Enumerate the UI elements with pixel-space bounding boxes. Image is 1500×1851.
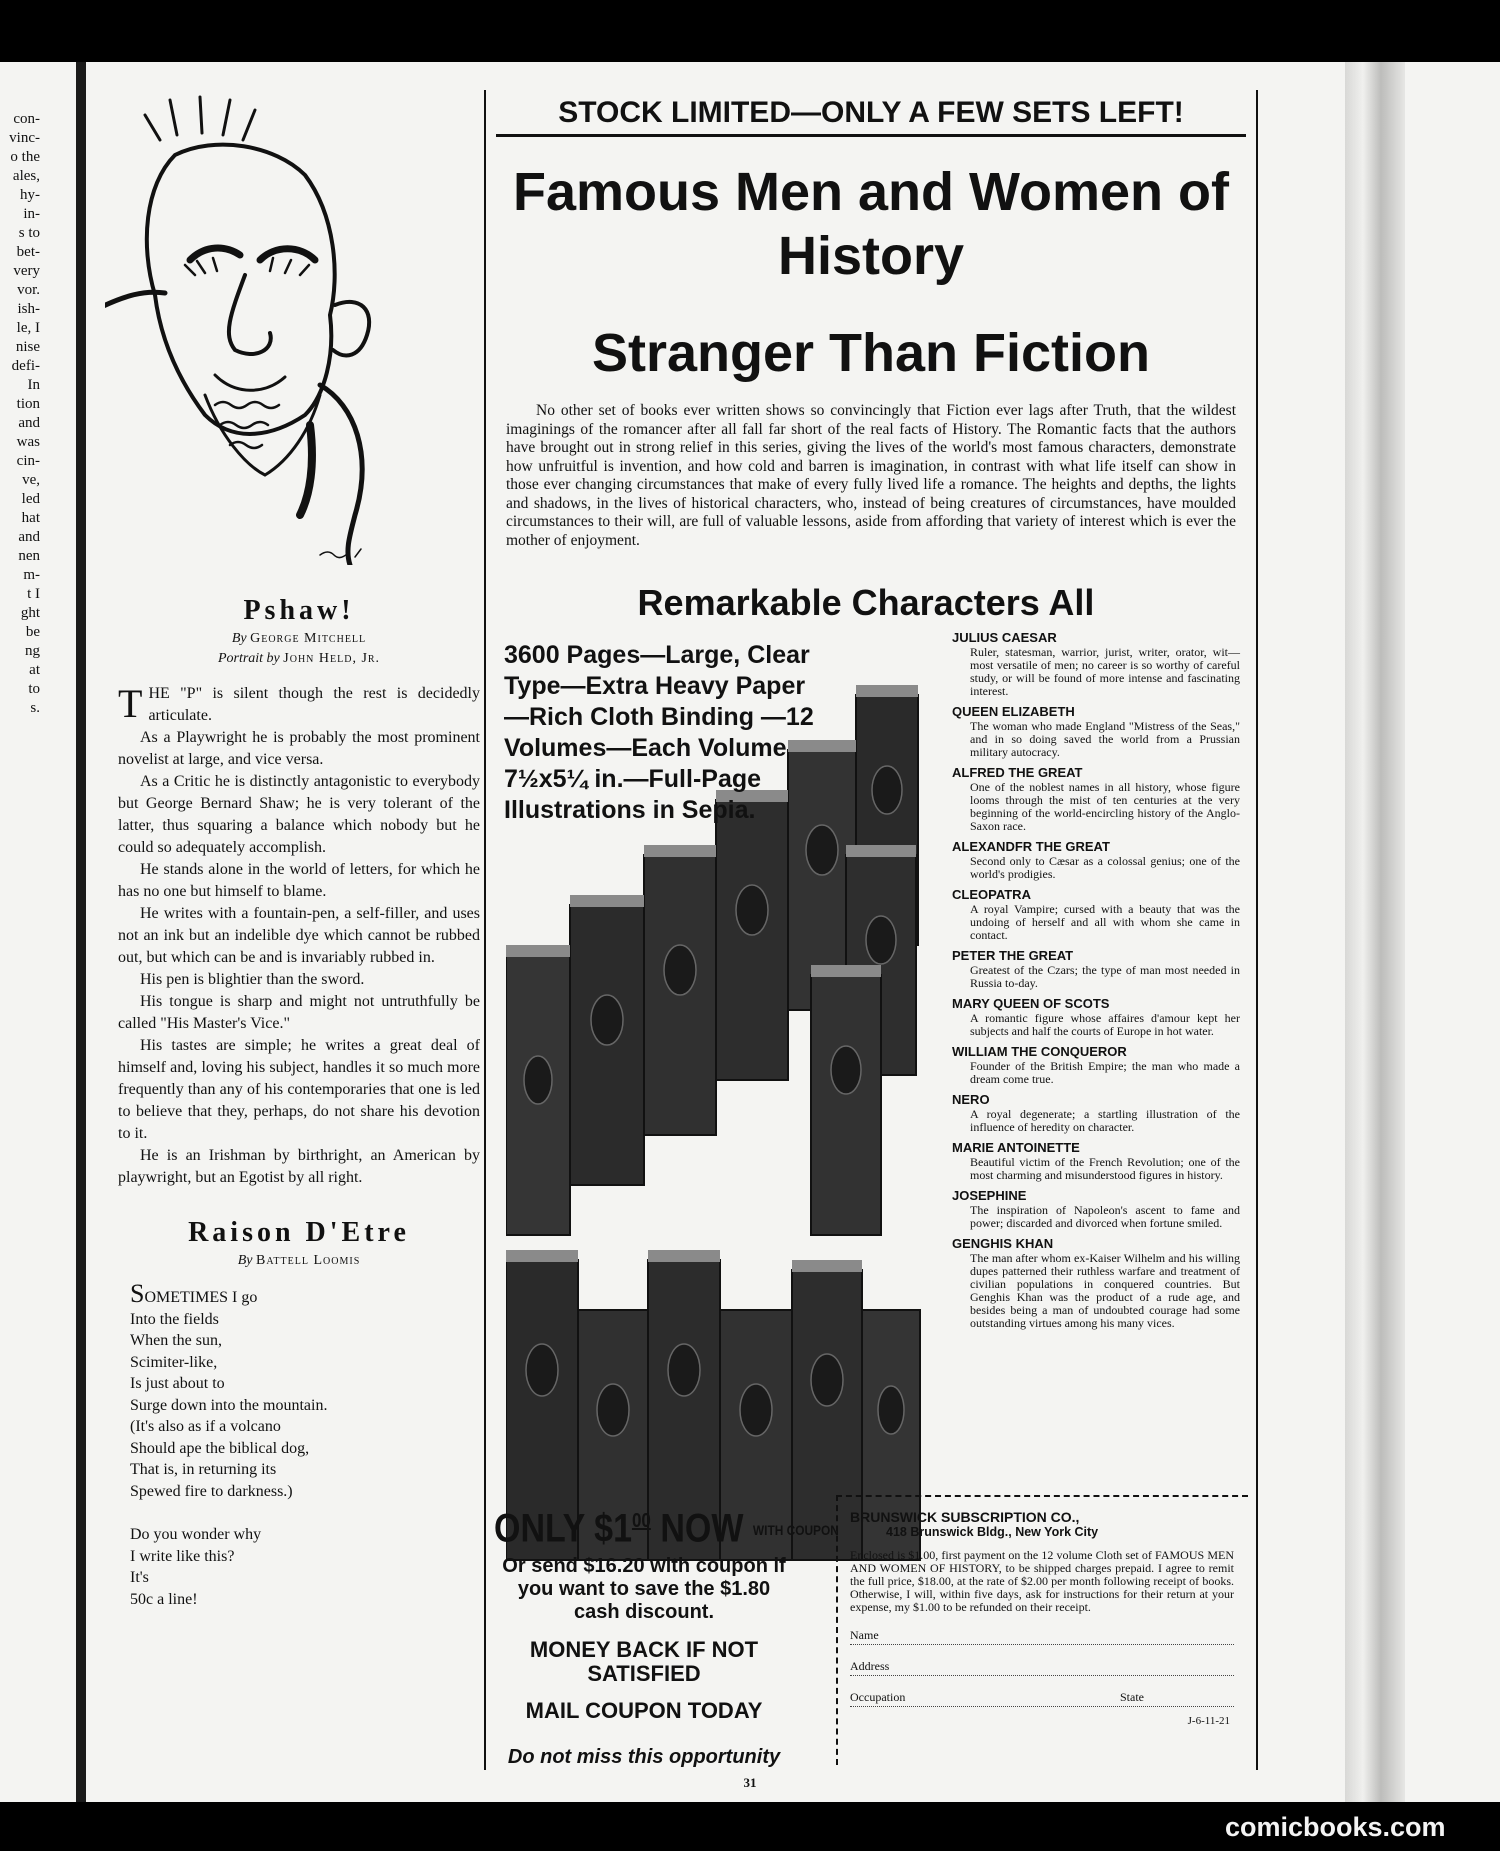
occupation-label: Occupation	[850, 1690, 906, 1704]
article-paragraph: His tastes are simple; he writes a great deal of himself and, loving his subject, handles it so much more frequently than any of his contemporaries that one is led to believe that they, perhaps, do not share his devotion to it.	[118, 1037, 480, 1142]
paragraph-text: HE "P" is silent though the rest is decidedly articulate.	[148, 685, 480, 724]
fragment-line: In	[27, 377, 40, 393]
article-paragraph: He writes with a fountain-pen, a self-filler, and uses not an ink but an indelible dye which cannot be rubbed out, but which can be and is invariably rubbed in.	[118, 905, 480, 966]
fragment-line: s to	[18, 225, 40, 241]
character-description: A romantic figure whose affaires d'amour kept her subjects and half the courts of Europe in hot water.	[970, 1011, 1240, 1038]
fragment-line: vinc-	[9, 130, 40, 146]
price-dollars: ONLY $1	[494, 1506, 632, 1551]
poem-line: (It's also as if a volcano	[130, 1418, 281, 1435]
character-entry	[952, 839, 1240, 881]
ad-intro: No other set of books ever written shows so convincingly that Fiction ever lags after Truth, that the wildest imaginings of the romancer after all fall far short of the real facts of History. The Romantic facts that the authors have brought out in strong relief in this series, giving the lives of the world's most famous characters, demonstrate how unfruitful is invention, and how cold and barren is imagination, in contrast with what life itself can show in those ever changing circumstances that make of every fully lived life a romance. The heights and depths, the lights and shadows, in the lives of historical characters, who, instead of being creatures of circumstances, have moulded circumstances to their will, are full of valuable lessons, aside from affording that variety of interest which is ever the mother of enjoyment.	[506, 402, 1236, 549]
article-paragraph: As a Critic he is distinctly antagonistic to everybody but George Bernard Shaw; he is very tolerant of the latter, thus squaring a balance which nobody but he could so adequately accomplish.	[118, 773, 480, 856]
poem-line: It's	[130, 1569, 149, 1586]
poem-line: 50c a line!	[130, 1590, 198, 1608]
book-advertisement	[484, 90, 1258, 1770]
poem-byline	[118, 1253, 480, 1269]
article-paragraph: His tongue is sharp and might not untruthfully be called "His Master's Vice."	[118, 993, 480, 1032]
site-watermark: comicbooks.com	[1225, 1812, 1446, 1842]
character-entry	[952, 1092, 1240, 1134]
poem-line: Do you wonder why	[130, 1526, 262, 1543]
name-label: Name	[850, 1628, 879, 1642]
character-name: PETER THE GREAT	[952, 948, 1074, 963]
with-coupon-label: WITH COUPON	[752, 1522, 839, 1539]
article-author: George Mitchell	[250, 631, 367, 646]
character-description: The man after whom ex-Kaiser Wilhelm and his willing dupes patterned their ruthless warfare and treatment of civilian populations in conquered countries. But Genghis Khan was the product of a rude age, and besides being a man of undoubted courage had some outstanding virtues among his many vices.	[970, 1251, 1240, 1330]
price-now: NOW	[660, 1506, 744, 1551]
character-name: WILLIAM THE CONQUEROR	[952, 1044, 1127, 1059]
page-number: 31	[743, 1775, 757, 1790]
character-entry	[952, 1236, 1240, 1330]
drop-cap: T	[118, 681, 143, 726]
fragment-line: ish-	[17, 301, 40, 317]
offer-box	[494, 1498, 839, 1769]
ad-subheadline: Stranger Than Fiction	[591, 323, 1151, 383]
drop-cap: S	[130, 1279, 145, 1308]
fragment-line: hat	[21, 510, 40, 526]
fragment-line: defi-	[11, 358, 40, 374]
character-entry	[952, 887, 1240, 942]
coupon-company: BRUNSWICK SUBSCRIPTION CO.,	[850, 1509, 1080, 1525]
poem-line: Scimiter-like,	[130, 1353, 218, 1371]
poem-line: When the sun,	[130, 1332, 222, 1349]
fragment-line: ght	[20, 605, 40, 621]
portrait-credit	[118, 651, 480, 667]
fragment-line: and	[18, 415, 40, 431]
character-description: A royal Vampire; cursed with a beauty that was the undoing of herself and all with whom she came in contact.	[970, 902, 1240, 942]
page-gutter	[76, 62, 86, 1802]
character-name: JULIUS CAESAR	[952, 630, 1057, 645]
fragment-line: bet-	[16, 244, 40, 260]
character-name: MARIE ANTOINETTE	[952, 1140, 1080, 1155]
character-name: GENGHIS KHAN	[952, 1236, 1054, 1251]
ad-banner: STOCK LIMITED—ONLY A FEW SETS LEFT!	[496, 96, 1246, 137]
fragment-line: and	[18, 529, 40, 545]
price-cents: 00	[631, 1510, 651, 1532]
poem-line: Spewed fire to darkness.)	[130, 1482, 293, 1500]
article-title: Pshaw!	[243, 595, 355, 626]
poem-title: Raison D'Etre	[188, 1217, 410, 1248]
character-description: The inspiration of Napoleon's ascent to fame and power; discarded and divorced when fortune smiled.	[970, 1203, 1240, 1230]
fragment-line: ales,	[12, 168, 40, 184]
article-paragraph: His pen is blightier than the sword.	[140, 971, 365, 988]
dont-miss-callout: Do not miss this opportunity	[507, 1746, 781, 1769]
fragment-line: m-	[23, 567, 40, 583]
poem-line: That is, in returning its	[130, 1461, 277, 1478]
character-name: MARY QUEEN OF SCOTS	[952, 996, 1110, 1011]
article-paragraph: He stands alone in the world of letters, for which he has no one but himself to blame.	[118, 861, 480, 900]
fragment-line: hy-	[20, 187, 40, 203]
poem-line: I write like this?	[130, 1547, 235, 1565]
fragment-line: con-	[13, 111, 40, 127]
fragment-line: tion	[16, 396, 40, 412]
fragment-line: be	[25, 624, 40, 640]
fragment-line: in-	[23, 206, 40, 222]
address-label: Address	[850, 1659, 890, 1673]
pshaw-article	[118, 595, 480, 1610]
poem-body	[130, 1279, 480, 1610]
poem-author: Battell Loomis	[255, 1253, 361, 1268]
state-label: State	[1120, 1690, 1144, 1704]
character-entry	[952, 1044, 1240, 1086]
poem-line: Should ape the biblical dog,	[130, 1439, 310, 1457]
previous-page-fragment	[0, 110, 40, 718]
character-name: JOSEPHINE	[952, 1188, 1027, 1203]
fragment-line: nen	[18, 548, 40, 564]
coupon-name-field[interactable]	[850, 1628, 1234, 1645]
cash-alternative: Or send $16.20 with coupon if you want to save the $1.80 cash discount.	[502, 1555, 786, 1624]
character-name: CLEOPATRA	[952, 887, 1031, 902]
fragment-line: at	[29, 662, 40, 678]
character-list	[952, 630, 1240, 1336]
character-description: The woman who made England "Mistress of the Seas," and in so doing saved the world from a Prussian military autocracy.	[970, 719, 1240, 759]
article-paragraph: As a Playwright he is probably the most prominent novelist at large, and vice versa.	[118, 729, 480, 768]
character-description: Beautiful victim of the French Revolution; one of the most charming and misunderstood figures in history.	[970, 1155, 1240, 1182]
fragment-line: le, I	[16, 320, 40, 336]
character-name: NERO	[952, 1092, 990, 1107]
article-body	[118, 683, 480, 1189]
character-entry	[952, 1188, 1240, 1230]
character-description: Ruler, statesman, warrior, jurist, writer, orator, wit—most versatile of men; no career is so worthy of careful study, or will be found of more intense and fascinating interest.	[970, 645, 1240, 698]
character-name: ALFRED THE GREAT	[952, 765, 1083, 780]
coupon-code: J-6-11-21	[1187, 1715, 1230, 1727]
fragment-line: led	[21, 491, 40, 507]
mail-coupon-callout: MAIL COUPON TODAY	[525, 1698, 763, 1724]
money-back-guarantee: MONEY BACK IF NOT SATISFIED	[529, 1637, 759, 1687]
portrait-artist: John Held, Jr.	[283, 651, 381, 666]
fragment-line: very	[13, 263, 40, 279]
coupon-address: 418 Brunswick Bldg., New York City	[886, 1525, 1099, 1539]
fragment-line: o the	[10, 149, 40, 165]
character-name: ALEXANDFR THE GREAT	[952, 839, 1110, 854]
article-byline	[118, 631, 480, 647]
character-name: QUEEN ELIZABETH	[952, 704, 1075, 719]
byline-prefix: By	[231, 631, 247, 646]
poem-line-text: OMETIMES I go	[144, 1289, 258, 1306]
caricature-portrait	[105, 95, 405, 565]
article-paragraph	[118, 683, 480, 727]
fragment-line: ng	[25, 643, 40, 659]
article-paragraph: He is an Irishman by birthright, an American by playwright, but an Egotist by all right.	[118, 1147, 480, 1186]
ad-headline: Famous Men and Women of History	[512, 162, 1230, 286]
poem-line: Surge down into the mountain.	[130, 1396, 328, 1414]
character-entry	[952, 996, 1240, 1038]
fragment-line: nise	[15, 339, 40, 355]
coupon-occupation-field[interactable]	[850, 1690, 1234, 1707]
character-entry	[952, 704, 1240, 759]
fragment-line: to	[28, 681, 40, 697]
byline-prefix: By	[237, 1253, 253, 1268]
price-line	[494, 1498, 839, 1551]
character-description: Founder of the British Empire; the man who made a dream come true.	[970, 1059, 1240, 1086]
fragment-line: cin-	[16, 453, 40, 469]
book-specs: 3600 Pages—Large, Clear Type—Extra Heavy Paper —Rich Cloth Binding —12 Volumes—Each Volume 7½x5¼ in.—Full-Page Illustrations in Sepia.	[504, 641, 814, 824]
character-entry	[952, 948, 1240, 990]
page-edges	[1345, 62, 1405, 1802]
coupon-address-field[interactable]	[850, 1659, 1234, 1676]
poem-line: Is just about to	[130, 1375, 225, 1392]
character-entry	[952, 1140, 1240, 1182]
portrait-prefix: Portrait by	[217, 651, 280, 666]
character-entry	[952, 630, 1240, 698]
character-description: One of the noblest names in all history, whose figure looms through the mist of ten centuries at the very beginning of the world-encircling history of the Anglo-Saxon race.	[970, 780, 1240, 833]
fragment-line: ve,	[22, 472, 40, 488]
fragment-line: vor.	[17, 282, 40, 298]
character-entry	[952, 765, 1240, 833]
fragment-line: t I	[27, 586, 40, 602]
section-title: Remarkable Characters All	[637, 582, 1095, 623]
poem-line: Into the fields	[130, 1310, 219, 1328]
fragment-line: s.	[30, 700, 40, 716]
character-description: Second only to Cæsar as a colossal genius; one of the world's prodigies.	[970, 854, 1240, 881]
poem-line	[130, 1279, 480, 1309]
coupon-terms: Enclosed is $1.00, first payment on the 12 volume Cloth set of FAMOUS MEN AND WOMEN OF HISTORY, to be shipped charges prepaid. I agree to remit the full price, $18.00, at the rate of $2.00 per month following receipt of books. Otherwise, I will, within five days, ask for instructions for their return at your expense, my $1.00 to be refunded on their receipt.	[850, 1548, 1234, 1614]
fragment-line: was	[16, 434, 40, 450]
character-description: Greatest of the Czars; the type of man most needed in Russia to-day.	[970, 963, 1240, 990]
character-description: A royal degenerate; a startling illustration of the influence of heredity on character.	[970, 1107, 1240, 1134]
poem-line	[130, 1502, 480, 1524]
order-coupon	[836, 1495, 1248, 1765]
